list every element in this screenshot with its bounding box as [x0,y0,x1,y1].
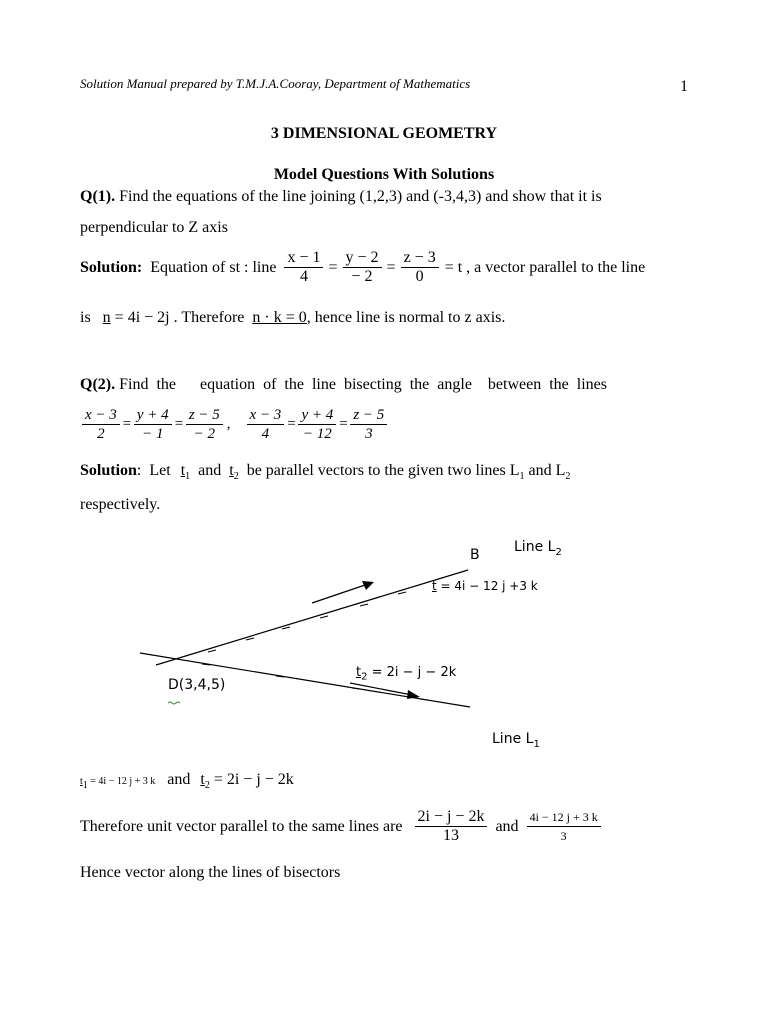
line-l2-text: Line L [514,539,556,555]
t2-expr: t [200,771,205,788]
section-subtitle: Model Questions With Solutions [273,166,495,183]
q1-label: Q(1). [80,188,116,205]
running-header: Solution Manual prepared by T.M.J.A.Cooray, Department of Mathematics [80,76,471,91]
q1-line3 [80,309,505,327]
unit-and: and [495,817,519,835]
t1-expr-eq: = 4i − 12 j + 3 k [87,776,156,787]
t2-expr-eq: = 2i − j − 2k [209,771,294,788]
frac-den: 4 [299,268,308,285]
q1-dot-product: n · k = 0 [252,309,307,326]
line-l2-sub: 2 [555,546,562,558]
frac-den: 3 [365,426,373,442]
q2-solution-line [80,462,570,482]
q2-l1-frac-y [134,406,172,443]
wavy-underline [168,702,180,704]
q2-lines-equations: $\frac{x - 3}{2}$ = $\frac{y + 4}{- 1}$ = $\frac{z - 5}{- 2}$ , $\frac{x - 3}{4}$ = $\frac{y + 4}{- 12}$ = $\frac{z - 5}{3}$ [80,406,389,443]
q2-solution-text-c: and L [524,462,566,479]
label-line-l1 [492,731,540,750]
frac-den: − 2 [351,268,373,285]
q1-frac-y [343,249,382,286]
page-number: 1 [680,78,688,95]
q1-line3-b: = 4i − 2j . Therefore [114,309,245,326]
q2-t1-sub: 1 [185,471,191,483]
q2-t2-sub: 2 [233,471,239,483]
frac-num: z − 5 [350,406,387,425]
frac-den: − 2 [193,426,215,442]
label-t1-eq [432,579,538,593]
q2-l2-frac-x [247,406,285,443]
q2-respectively: respectively. [80,496,161,513]
frac-num: z − 5 [186,406,223,425]
q2-sub-l2: 2 [565,471,571,483]
q2-solution-text-a: : Let [136,462,171,479]
t2-sub: 2 [361,671,368,683]
frac-num: z − 3 [401,249,439,268]
t-and: and [167,771,191,788]
line-l1-text: Line L [492,731,534,747]
lines-figure [130,535,650,765]
q1-frac-z [401,249,439,286]
frac-den: − 12 [302,426,332,442]
frac-num: 2i − j − 2k [415,808,488,827]
q1-text: Find the equations of the line joining (1,2,3) and (-3,4,3) and show that it is [115,188,602,205]
q2-l2-frac-y [298,406,336,443]
frac-den: − 1 [142,426,164,442]
label-point-d: D(3,4,5) [168,677,226,693]
frac-den: 0 [415,268,424,285]
q1-line3-a: is [80,309,91,326]
q1-line1 [80,188,602,206]
q2-and: and [198,462,222,479]
q2-sub-l1: 1 [519,471,525,483]
frac-den: 3 [560,829,567,843]
frac-den: 4 [261,426,270,442]
q1-solution-line: Solution: Equation of st : line $\frac{x - 1}{4}$ = $\frac{y - 2}{- 2}$ = $\frac{z - 3}{0}$ = t , a vector parallel to the line [80,249,646,285]
unit-frac-2 [527,808,601,845]
t-vectors-line [80,771,294,791]
q1-line3-c: , hence line is normal to z axis. [306,309,506,326]
page-title: 3 DIMENSIONAL GEOMETRY [270,125,498,142]
lines-diagram [130,535,650,765]
label-t2-eq [356,665,456,683]
line-l1-sub: 1 [533,738,540,750]
t2-symbol: t [356,665,362,680]
frac-num: y + 4 [134,406,172,425]
q1-line2: perpendicular to Z axis [80,219,228,236]
frac-num: x − 1 [284,249,323,268]
t2-expr-sub: 2 [204,780,210,792]
t1-expr-sub: 1 [82,780,88,792]
l2-ticks [208,592,406,652]
arrow-t1 [312,584,368,603]
q2-solution-text-b: be parallel vectors to the given two lines L [246,462,520,479]
frac-num: 4i − 12 j + 3 k [527,808,601,827]
unit-vector-line [80,808,603,845]
q2-text: Find the equation of the line bisecting the angle between the lines [115,376,607,393]
frac-num: x − 3 [247,406,285,425]
q1-eq-tail: = t , a vector parallel to the line [444,258,646,276]
arrow-t2-head [407,690,420,699]
frac-num: y − 2 [343,249,382,268]
unit-vector-text: Therefore unit vector parallel to the same lines are [80,817,403,835]
q1-solution-text: Equation of st : line [142,258,277,276]
frac-den: 13 [442,827,459,844]
q2-line1 [80,376,607,394]
q1-vector-n: n [102,309,111,326]
q1-solution-label: Solution: [80,258,143,276]
label-point-b: B [470,547,480,563]
t1-symbol: t [432,579,437,593]
line-l2 [156,570,468,665]
q2-t1: t [180,462,186,479]
unit-frac-1 [415,808,488,845]
q2-l1-frac-x [82,406,120,443]
frac-num: x − 3 [82,406,120,425]
frac-den: 2 [97,426,105,442]
t1-expr: t [80,776,83,787]
q2-t2: t [229,462,234,479]
frac-num: y + 4 [298,406,336,425]
q2-solution-label: Solution [80,462,137,479]
q2-label: Q(2). [80,376,116,393]
q2-l2-frac-z [350,406,387,443]
label-line-l2 [514,539,562,558]
t1-equation: = 4i − 12 j +3 k [436,579,538,593]
t2-equation: = 2i − j − 2k [367,665,457,680]
q1-frac-x [284,249,323,286]
bisector-text: Hence vector along the lines of bisectors [80,864,341,881]
q2-l1-frac-z [186,406,223,443]
